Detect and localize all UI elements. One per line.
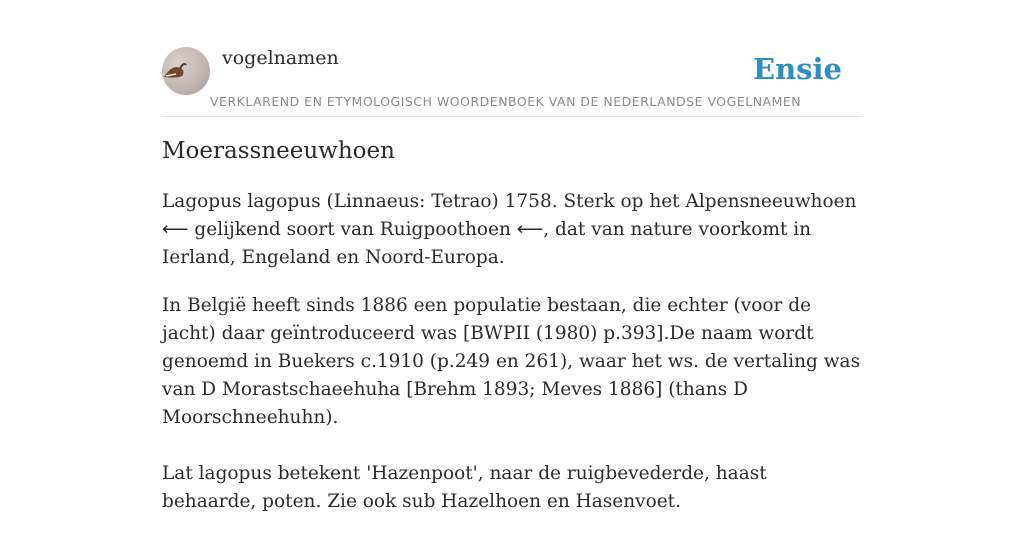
- link-alpensneeuwhoen[interactable]: Alpensneeuwhoen: [685, 191, 857, 212]
- ensie-logo-link[interactable]: Ensie: [753, 52, 842, 86]
- etymology-text: Lat lagopus betekent 'Hazenpoot', naar de ruigbevederde, haast behaarde, poten. Zie ook sub Hazelhoen en Hasenvoet.: [162, 463, 767, 512]
- site-subtitle: VERKLAREND EN ETYMOLOGISCH WOORDENBOEK VAN DE NEDERLANDSE VOGELNAMEN: [210, 94, 802, 109]
- intro-text-3: , dat van nature voorkomt in Ierland, Engeland en Noord-Europa.: [162, 219, 812, 268]
- paragraph-intro: [162, 188, 862, 272]
- page-title: Moerassneeuwhoen: [162, 138, 395, 164]
- arrow-left-icon[interactable]: ⟵: [162, 219, 189, 240]
- avatar[interactable]: [162, 47, 210, 95]
- bird-icon: [162, 47, 210, 95]
- site-header: [162, 46, 862, 117]
- link-ruigpoothoen[interactable]: Ruigpoothoen: [379, 219, 511, 240]
- history-text: In België heeft sinds 1886 een populatie bestaan, die echter (voor de jacht) daar geïntroduceerd was [BWPII (1980) p.393].De naam wordt genoemd in Buekers c.1910 (p.249 en 261), waar het ws. de vertaling was van D Morastschaeehuha [Brehm 1893; Meves 1886] (thans D Moorschneehuhn).: [162, 295, 861, 428]
- intro-text-1: Lagopus lagopus (Linnaeus: Tetrao) 1758. Sterk op het: [162, 191, 686, 212]
- paragraph-history: [162, 292, 862, 516]
- site-name[interactable]: vogelnamen: [222, 47, 339, 69]
- intro-text-2: gelijkend soort van: [194, 219, 380, 240]
- arrow-left-icon[interactable]: ⟵: [516, 219, 544, 240]
- article: [162, 138, 862, 536]
- paragraph-spacer: [162, 432, 862, 460]
